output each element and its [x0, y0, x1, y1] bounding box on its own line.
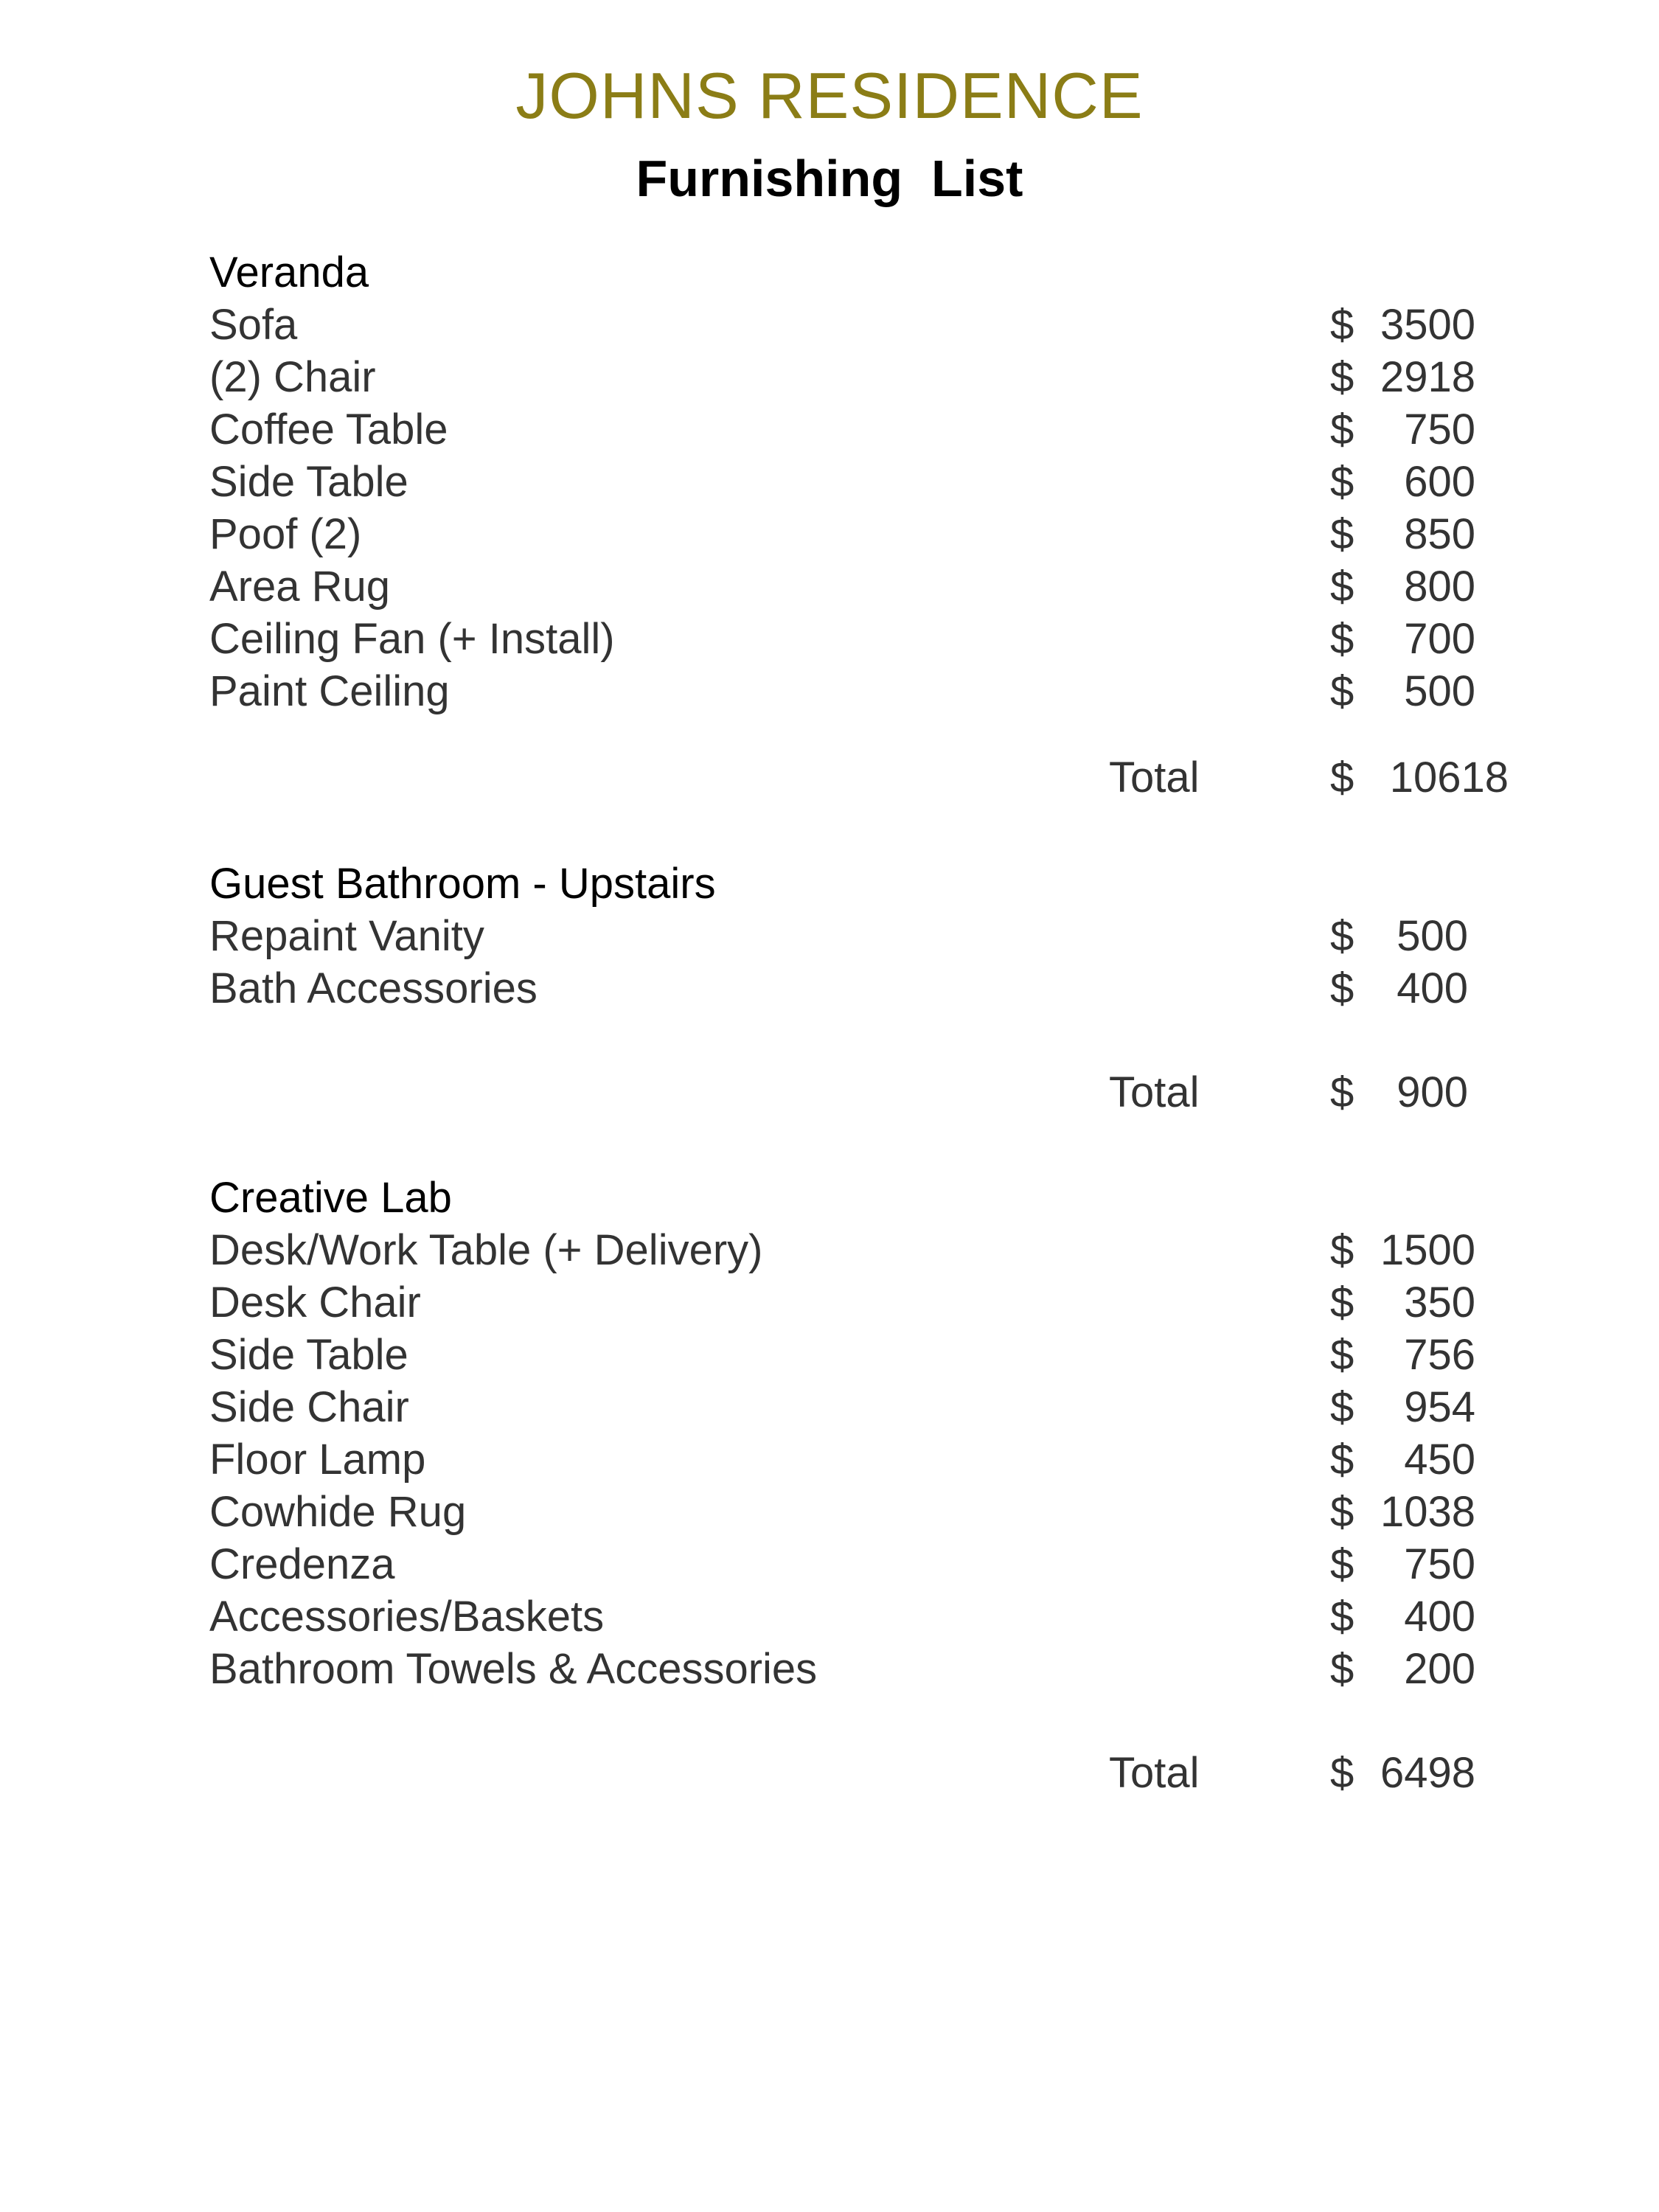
currency-symbol: $ [1330, 1331, 1354, 1379]
item-name: Repaint Vanity [209, 912, 484, 960]
item-name: Bathroom Towels & Accessories [209, 1645, 818, 1693]
item-amount: 400 [1404, 1593, 1475, 1641]
currency-symbol: $ [1330, 1645, 1354, 1693]
currency-symbol: $ [1330, 1279, 1354, 1326]
currency-symbol: $ [1330, 1749, 1354, 1797]
list-item [209, 509, 1507, 560]
item-amount: 750 [1404, 406, 1475, 453]
list-item [209, 1539, 1507, 1590]
item-name: Coffee Table [209, 406, 448, 453]
currency-symbol: $ [1330, 1226, 1354, 1274]
section-heading-veranda: Veranda [209, 248, 369, 296]
item-amount: 750 [1404, 1540, 1475, 1588]
item-amount: 200 [1404, 1645, 1475, 1693]
currency-symbol: $ [1330, 301, 1354, 349]
currency-symbol: $ [1330, 964, 1354, 1012]
item-amount: 756 [1404, 1331, 1475, 1379]
item-name: Paint Ceiling [209, 667, 450, 715]
currency-symbol: $ [1330, 754, 1354, 801]
currency-symbol: $ [1330, 1488, 1354, 1536]
total-label: Total [1109, 754, 1200, 801]
total-amount: 6498 [1380, 1749, 1475, 1797]
currency-symbol: $ [1330, 1383, 1354, 1431]
item-amount: 500 [1404, 667, 1475, 715]
item-name: Accessories/Baskets [209, 1593, 605, 1641]
page-title: JOHNS RESIDENCE [515, 59, 1144, 132]
list-item [209, 613, 1507, 665]
section-total-row [209, 1067, 1507, 1119]
list-item [209, 352, 1507, 403]
item-amount: 850 [1404, 510, 1475, 558]
list-item [209, 666, 1507, 717]
list-item [209, 299, 1507, 351]
total-label: Total [1109, 1749, 1200, 1797]
currency-symbol: $ [1330, 510, 1354, 558]
item-name: Area Rug [209, 563, 391, 611]
list-item [209, 561, 1507, 613]
list-item [209, 911, 1507, 962]
item-name: Desk Chair [209, 1279, 421, 1326]
list-item [209, 1382, 1507, 1433]
item-name: Side Table [209, 1331, 408, 1379]
item-amount: 2918 [1380, 353, 1475, 401]
item-name: Side Chair [209, 1383, 409, 1431]
total-label: Total [1109, 1068, 1200, 1116]
item-name: Cowhide Rug [209, 1488, 467, 1536]
currency-symbol: $ [1330, 615, 1354, 663]
list-item [209, 1434, 1507, 1486]
item-name: Floor Lamp [209, 1436, 426, 1484]
section-heading-creative-lab: Creative Lab [209, 1174, 452, 1222]
currency-symbol: $ [1330, 353, 1354, 401]
currency-symbol: $ [1330, 406, 1354, 453]
item-amount: 954 [1404, 1383, 1475, 1431]
item-amount: 1500 [1380, 1226, 1475, 1274]
currency-symbol: $ [1330, 458, 1354, 506]
list-item [209, 456, 1507, 508]
currency-symbol: $ [1330, 1593, 1354, 1641]
item-amount: 350 [1404, 1279, 1475, 1326]
item-name: Desk/Work Table (+ Delivery) [209, 1226, 763, 1274]
item-name: Ceiling Fan (+ Install) [209, 615, 615, 663]
list-item [209, 1277, 1507, 1329]
item-amount: 800 [1404, 563, 1475, 611]
currency-symbol: $ [1330, 1068, 1354, 1116]
item-amount: 600 [1404, 458, 1475, 506]
section-heading-guest-bathroom: Guest Bathroom - Upstairs [209, 860, 716, 908]
section-total-row [209, 752, 1507, 804]
item-amount: 450 [1404, 1436, 1475, 1484]
total-amount: 10618 [1389, 754, 1509, 801]
item-amount: 1038 [1380, 1488, 1475, 1536]
section-total-row [209, 1747, 1507, 1799]
list-item [209, 963, 1507, 1015]
currency-symbol: $ [1330, 1540, 1354, 1588]
page-subtitle: Furnishing List [636, 150, 1023, 207]
list-item [209, 1644, 1507, 1695]
item-amount: 400 [1397, 964, 1468, 1012]
list-item [209, 404, 1507, 456]
list-item [209, 1329, 1507, 1381]
item-name: (2) Chair [209, 353, 376, 401]
list-item [209, 1591, 1507, 1643]
item-name: Sofa [209, 301, 298, 349]
item-name: Credenza [209, 1540, 395, 1588]
currency-symbol: $ [1330, 563, 1354, 611]
total-amount: 900 [1397, 1068, 1468, 1116]
list-item [209, 1486, 1507, 1538]
currency-symbol: $ [1330, 1436, 1354, 1484]
currency-symbol: $ [1330, 912, 1354, 960]
currency-symbol: $ [1330, 667, 1354, 715]
item-name: Poof (2) [209, 510, 362, 558]
item-amount: 3500 [1380, 301, 1475, 349]
item-amount: 700 [1404, 615, 1475, 663]
item-name: Side Table [209, 458, 408, 506]
item-amount: 500 [1397, 912, 1468, 960]
item-name: Bath Accessories [209, 964, 538, 1012]
list-item [209, 1225, 1507, 1276]
